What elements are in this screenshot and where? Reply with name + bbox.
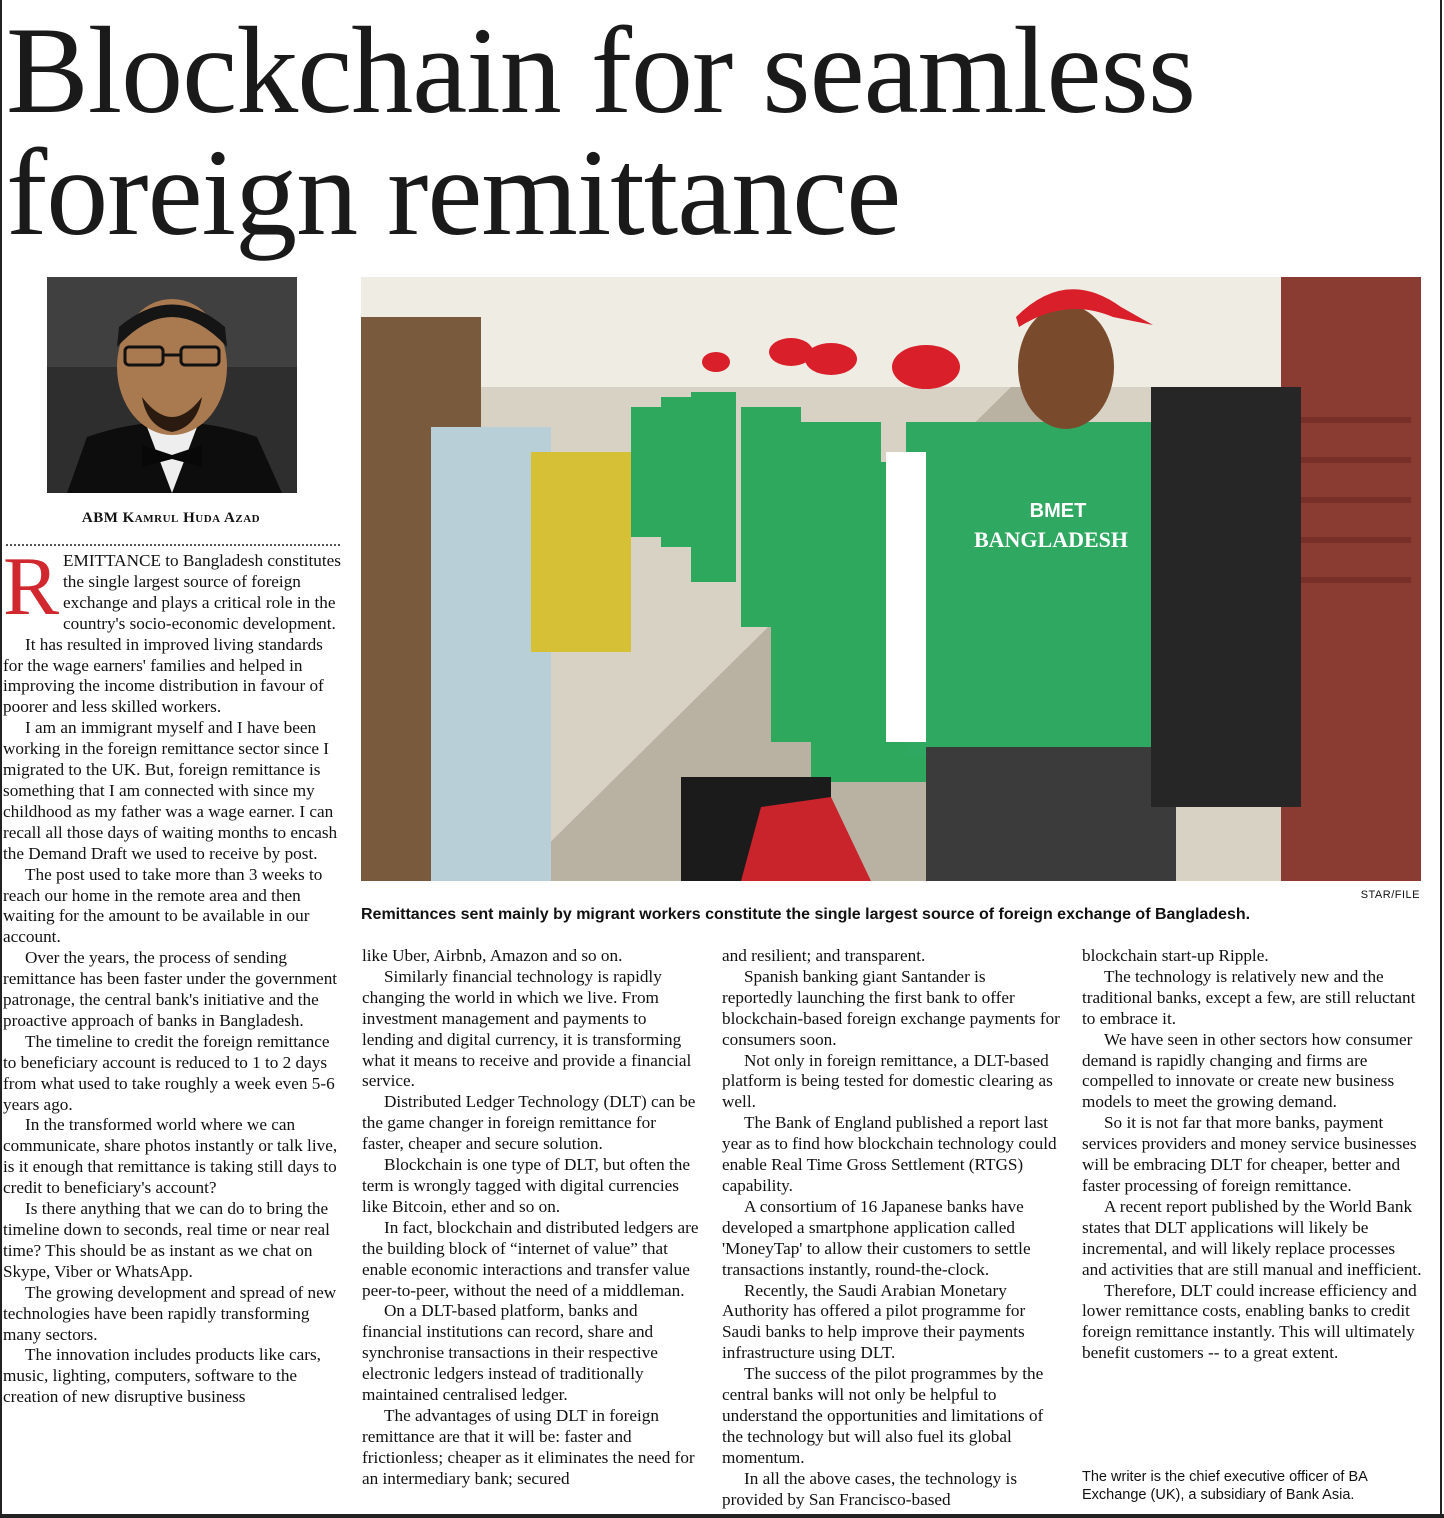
paragraph: blockchain start-up Ripple.: [1082, 946, 1269, 965]
paragraph: The success of the pilot programmes by the central banks will not only be helpful to understand the opportunities and limitations of the technology but will also fuel its global momentum.: [722, 1364, 1044, 1467]
news-photo: [361, 277, 1421, 881]
paragraph: The technology is relatively new and the traditional banks, except a few, are still reluctant to embrace it.: [1082, 966, 1416, 1028]
paragraph: In all the above cases, the technology is provided by San Francisco-based: [722, 1468, 1018, 1509]
article-column-2: [362, 946, 700, 1490]
paragraph: Similarly financial technology is rapidly changing the world in which we live. From investment management and payments to lending and digital currency, it is transforming what it means to receive and provide a financial service.: [362, 966, 692, 1091]
paragraph: Not only in foreign remittance, a DLT-based platform is being tested for domestic clearing as well.: [722, 1050, 1053, 1112]
paragraph: In the transformed world where we can communicate, share photos instantly or talk live, is it enough that remittance is taking still days to credit to beneficiary's account?: [3, 1115, 338, 1198]
paragraph: Therefore, DLT could increase efficiency and lower remittance costs, enabling banks to credit foreign remittance instantly. This will ultimately benefit customers -- to a great extent.: [1082, 1280, 1417, 1363]
paragraph: Distributed Ledger Technology (DLT) can be the game changer in foreign remittance for faster, cheaper and secure solution.: [362, 1092, 696, 1154]
paragraph: The timeline to credit the foreign remittance to beneficiary account is reduced to 1 to 2 days from what used to take roughly a week even 5-6 years ago.: [3, 1031, 335, 1114]
article-column-3: [722, 946, 1060, 1510]
paragraph: The Bank of England published a report last year as to find how blockchain technology could enable Real Time Gross Settlement (RTGS) capability.: [722, 1113, 1057, 1195]
paragraph: The innovation includes products like cars, music, lighting, computers, software to the creation of new disruptive business: [3, 1345, 321, 1407]
paragraph: Recently, the Saudi Arabian Monetary Authority has offered a pilot programme for Saudi banks to help improve their payments infrastructure using DLT.: [722, 1280, 1026, 1363]
paragraph: In fact, blockchain and distributed ledgers are the building block of “internet of value” that enable economic interactions and transfer value peer-to-peer, without the need of a middleman.: [362, 1217, 699, 1300]
paragraph: The advantages of using DLT in foreign remittance are that it will be: faster and frictionless; cheaper as it eliminates the need for an intermediary bank; secured: [362, 1405, 695, 1488]
shirt-text-bangladesh: BANGLADESH: [973, 527, 1129, 552]
paragraph: It has resulted in improved living standards for the wage earners' families and helped in improving the income distribution in favour of poorer and less skilled workers.: [3, 634, 324, 717]
paragraph: like Uber, Airbnb, Amazon and so on.: [362, 946, 623, 965]
photo-caption: Remittances sent mainly by migrant workers constitute the single largest source of foreign exchange of Bangladesh.: [361, 906, 1251, 923]
author-photo: [47, 277, 297, 493]
paragraph: EMITTANCE to Bangladesh constitutes the single largest source of foreign exchange and plays a critical role in the country's socio-economic development.: [63, 551, 341, 633]
paragraph: Blockchain is one type of DLT, but often the term is wrongly tagged with digital currencies like Bitcoin, ether and so on.: [362, 1155, 690, 1216]
paragraph: Over the years, the process of sending remittance has been faster under the government patronage, the central bank's initiative and the proactive approach of banks in Bangladesh.: [3, 948, 338, 1030]
paragraph: The growing development and spread of new technologies have been rapidly transforming many sectors.: [3, 1282, 337, 1344]
byline: ABM Kamrul Huda Azad: [81, 510, 261, 526]
paragraph: On a DLT-based platform, banks and financial institutions can record, share and synchronise transactions in their respective electronic ledgers instead of traditionally maintained centralised ledger.: [362, 1301, 658, 1405]
photo-credit: STAR/FILE: [1360, 889, 1420, 901]
page-border-bottom: [0, 1514, 1444, 1518]
article-column-4: [1082, 946, 1424, 1364]
paragraph: So it is not far that more banks, payment services providers and money service businesses will be embracing DLT for cheaper, better and faster processing of foreign remittance.: [1082, 1113, 1417, 1195]
paragraph: A recent report published by the World Bank states that DLT applications will likely be incremental, and will likely replace processes and activities that are still manual and inefficient.: [1082, 1196, 1422, 1279]
paragraph: and resilient; and transparent.: [722, 946, 926, 965]
shirt-text-bmet: BMET: [1029, 500, 1087, 522]
page-border-left: [0, 0, 2, 1518]
article-column-1: [3, 540, 341, 1408]
drop-cap: R: [3, 540, 60, 633]
paragraph: I am an immigrant myself and I have been working in the foreign remittance sector since I migrated to the UK. But, foreign remittance is something that I am connected with since my childhood as my father was a wage earner. I can recall all those days of waiting months to encash the Demand Draft we used to receive by post.: [3, 718, 338, 863]
page-border-right: [1440, 0, 1442, 1518]
paragraph: The post used to take more than 3 weeks to reach our home in the remote area and then waiting for the amount to be available in our account.: [3, 864, 323, 947]
headline: Blockchain for seamless foreign remittance: [6, 2, 1196, 261]
paragraph: A consortium of 16 Japanese banks have developed a smartphone application called 'MoneyTap' to allow their customers to settle transactions instantly, round-the-clock.: [722, 1196, 1031, 1279]
paragraph: We have seen in other sectors how consumer demand is rapidly changing and firms are compelled to innovate or create new business models to meet the growing demand.: [1082, 1029, 1413, 1112]
writer-note: The writer is the chief executive officer of BA Exchange (UK), a subsidiary of Bank Asia.: [1082, 1469, 1368, 1503]
paragraph: Is there anything that we can do to bring the timeline down to seconds, real time or near real time? This should be as instant as we chat on Skype, Viber or WhatsApp.: [3, 1199, 330, 1281]
paragraph: Spanish banking giant Santander is reportedly launching the first bank to offer blockchain-based foreign exchange payments for consumers soon.: [722, 966, 1060, 1049]
